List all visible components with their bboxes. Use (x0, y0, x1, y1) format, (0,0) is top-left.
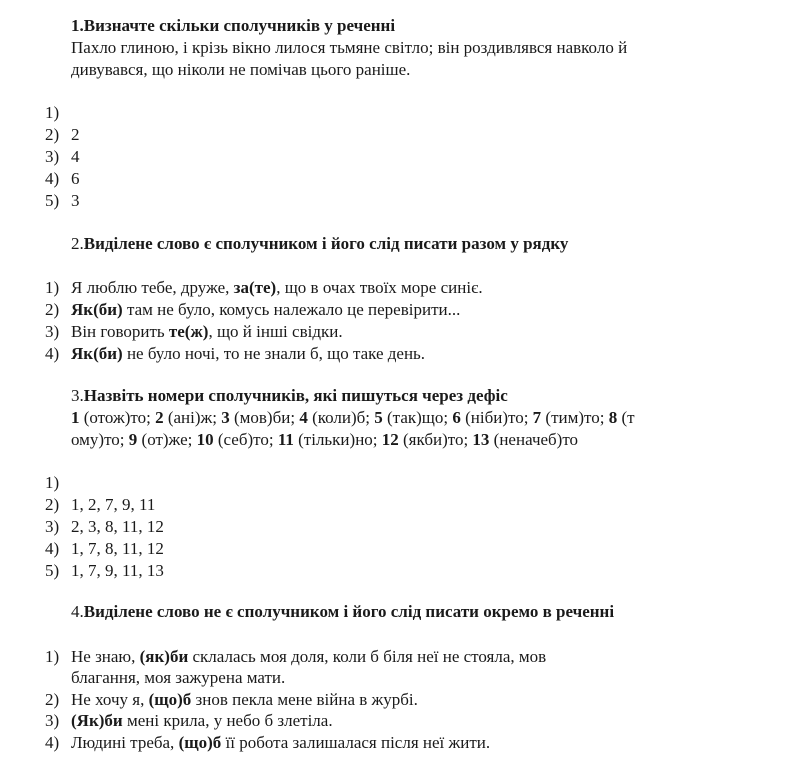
word-number: 10 (196, 430, 214, 449)
option-number: 5) (45, 191, 60, 210)
option-number: 2) (45, 495, 60, 514)
q4-option-1[interactable] (45, 646, 546, 668)
option-text: 3 (71, 191, 80, 210)
q3-option-5[interactable] (45, 560, 164, 582)
q3-option-1[interactable] (45, 472, 71, 494)
option-highlighted-word: (Як)би (71, 711, 123, 730)
option-number: 3) (45, 322, 60, 341)
q2-option-3[interactable] (45, 321, 343, 343)
option-text-pre: Я люблю тебе, друже, (71, 278, 234, 297)
q1-heading (71, 15, 395, 37)
word-item: (от)же; (137, 430, 197, 449)
q2-title: Виділене слово є сполучником і його слід писати разом у рядку (83, 234, 569, 253)
q4-number: 4. (71, 602, 84, 621)
option-number: 1) (45, 647, 60, 666)
q4-heading (71, 601, 614, 623)
option-text: 1, 2, 7, 9, 11 (71, 495, 156, 514)
word-item: (неначеб)то (489, 430, 579, 449)
option-highlighted-word: те(ж) (168, 322, 209, 341)
option-text-pre: Не знаю, (71, 647, 140, 666)
q4-option-1-continuation: благання, моя зажурена мати. (71, 668, 286, 687)
q4-option-2[interactable] (45, 689, 418, 711)
option-number: 3) (45, 711, 60, 730)
option-number: 3) (45, 517, 60, 536)
q2-option-4[interactable] (45, 343, 425, 365)
word-item: (ніби)то; (460, 408, 533, 427)
word-item: (коли)б; (307, 408, 375, 427)
q1-option-2[interactable] (45, 124, 80, 146)
option-number: 4) (45, 733, 60, 752)
option-text-post: мені крила, у небо б злетіла. (122, 711, 333, 730)
word-item: (якби)то; (398, 430, 473, 449)
q3-words-line2 (71, 429, 578, 451)
q1-option-3[interactable] (45, 146, 80, 168)
option-text: 4 (71, 147, 80, 166)
word-number: 2 (155, 408, 164, 427)
q4-title: Виділене слово не є сполучником і його слід писати окремо в реченні (83, 602, 615, 621)
word-item: (тим)то; (541, 408, 609, 427)
q1-title: Визначте скільки сполучників у реченні (83, 16, 396, 35)
word-item: (себ)то; (213, 430, 278, 449)
q3-option-4[interactable] (45, 538, 164, 560)
option-text-post: знов пекла мене війна в журбі. (191, 690, 418, 709)
word-number: 3 (221, 408, 230, 427)
option-highlighted-word: (як)би (139, 647, 189, 666)
q3-words-line1 (71, 407, 635, 429)
option-text-post: не було ночі, то не знали б, що таке день. (122, 344, 426, 363)
option-text: 2 (71, 125, 80, 144)
option-highlighted-word: Як(би) (71, 344, 123, 363)
word-number: 6 (452, 408, 461, 427)
word-item: (тільки)но; (293, 430, 382, 449)
q3-heading (71, 385, 508, 407)
option-text-post: там не було, комусь належало це перевірити... (122, 300, 461, 319)
option-number: 2) (45, 690, 60, 709)
q1-option-1[interactable] (45, 102, 71, 124)
q2-option-1[interactable] (45, 277, 483, 299)
option-text-post: , що й інші свідки. (208, 322, 343, 341)
option-text-pre: Він говорить (71, 322, 169, 341)
q4-option-4[interactable] (45, 732, 490, 754)
q3-option-3[interactable] (45, 516, 164, 538)
q3-title: Назвіть номери сполучників, які пишуться через дефіс (83, 386, 508, 405)
option-text-pre: Не хочу я, (71, 690, 149, 709)
word-number: 8 (608, 408, 618, 427)
q1-option-5[interactable] (45, 190, 80, 212)
q2-number: 2. (71, 234, 84, 253)
option-text: 1, 7, 8, 11, 12 (71, 539, 164, 558)
option-number: 1) (45, 278, 60, 297)
option-highlighted-word: (що)б (148, 690, 192, 709)
q3-option-2[interactable] (45, 494, 155, 516)
word-number: 7 (532, 408, 542, 427)
option-text-pre: Людині треба, (71, 733, 179, 752)
option-highlighted-word: за(те) (233, 278, 277, 297)
word-item: (мов)би; (229, 408, 300, 427)
word-number: 1 (71, 408, 80, 427)
option-number: 1) (45, 103, 60, 122)
word-item: (отож)то; (79, 408, 156, 427)
option-highlighted-word: Як(би) (71, 300, 123, 319)
q1-option-4[interactable] (45, 168, 80, 190)
option-highlighted-word: (що)б (178, 733, 222, 752)
q1-sentence-line2: дивувався, що ніколи не помічав цього раніше. (71, 60, 411, 79)
word-number: 5 (374, 408, 383, 427)
word-item: ому)то; (71, 430, 129, 449)
option-number: 4) (45, 344, 60, 363)
option-text: 2, 3, 8, 11, 12 (71, 517, 164, 536)
option-text-post: , що в очах твоїх море синіє. (276, 278, 483, 297)
q4-option-3[interactable] (45, 710, 333, 732)
word-number: 12 (381, 430, 399, 449)
q2-heading (71, 233, 568, 255)
word-number: 4 (299, 408, 308, 427)
word-number: 9 (128, 430, 138, 449)
q2-option-2[interactable] (45, 299, 460, 321)
word-item: (ані)ж; (163, 408, 222, 427)
q1-number: 1. (71, 16, 84, 35)
word-number: 11 (277, 430, 294, 449)
q1-sentence-line1: Пахло глиною, і крізь вікно лилося тьмяне світло; він роздивлявся навколо й (71, 38, 628, 57)
option-text-post: її робота залишалася після неї жити. (221, 733, 491, 752)
option-number: 2) (45, 300, 60, 319)
option-text: 6 (71, 169, 80, 188)
word-number: 13 (472, 430, 490, 449)
option-number: 2) (45, 125, 60, 144)
option-text: 1, 7, 9, 11, 13 (71, 561, 164, 580)
option-text-post: склалась моя доля, коли б біля неї не стояла, мов (188, 647, 547, 666)
option-number: 4) (45, 539, 60, 558)
option-number: 3) (45, 147, 60, 166)
option-number: 4) (45, 169, 60, 188)
option-number: 1) (45, 473, 60, 492)
option-number: 5) (45, 561, 60, 580)
word-item: (т (617, 408, 635, 427)
word-item: (так)що; (382, 408, 453, 427)
q3-number: 3. (71, 386, 84, 405)
